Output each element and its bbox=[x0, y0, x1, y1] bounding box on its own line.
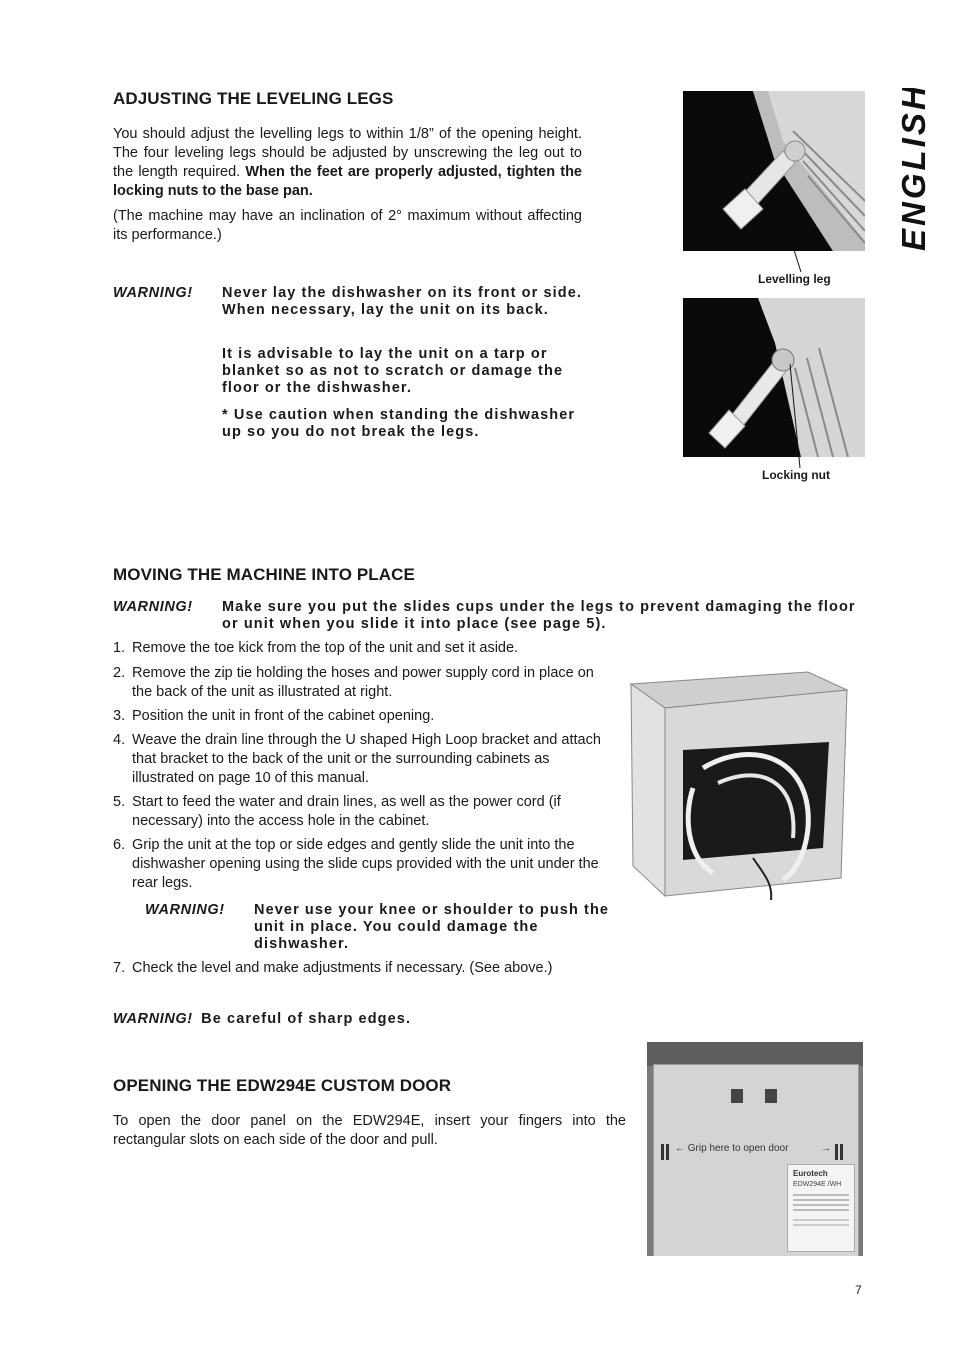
step-text: Position the unit in front of the cabinet opening. bbox=[132, 708, 435, 724]
grip-label bbox=[675, 1143, 788, 1154]
step-item bbox=[113, 664, 613, 702]
step-item bbox=[113, 731, 613, 788]
step-text: Weave the drain line through the U shaped High Loop bracket and attach that bracket to the back of the unit or the surrounding cabinets as illustrated on page 10 of this manual. bbox=[132, 732, 601, 786]
leveling-text-bold: When the feet are properly adjusted, tighten the locking nuts to the base pan. bbox=[113, 164, 582, 199]
page-number: 7 bbox=[855, 1283, 862, 1297]
brand-label: Eurotech bbox=[793, 1169, 828, 1178]
step-text: Check the level and make adjustments if necessary. (See above.) bbox=[132, 960, 553, 976]
step-number: 4. bbox=[113, 732, 126, 748]
dishwasher-back-photo bbox=[623, 668, 848, 908]
locking-nut-caption: Locking nut bbox=[762, 468, 830, 482]
grip-text: Grip here to open door bbox=[687, 1143, 789, 1154]
language-tab-label: ENGLISH bbox=[895, 88, 932, 251]
rating-label-sticker bbox=[787, 1164, 855, 1252]
locking-nut-illustration bbox=[683, 298, 865, 457]
warning-text: It is advisable to lay the unit on a tarp or blanket so as not to scratch or damage the floor or the dishwasher. bbox=[222, 346, 564, 396]
warning-text: * Use caution when standing the dishwasher up so you do not break the legs. bbox=[222, 407, 576, 440]
warning-text: Be careful of sharp edges. bbox=[201, 1011, 412, 1027]
arrow-left-icon: ← bbox=[675, 1143, 685, 1154]
language-tab-graphic bbox=[892, 88, 932, 253]
step-item bbox=[113, 836, 613, 893]
step-text: Remove the toe kick from the top of the unit and set it aside. bbox=[132, 640, 519, 656]
arrow-right-icon: → bbox=[821, 1143, 831, 1154]
step-item bbox=[113, 639, 613, 658]
step-number: 6. bbox=[113, 837, 126, 853]
levelling-leg-caption: Levelling leg bbox=[758, 272, 831, 286]
leveling-paragraph bbox=[113, 125, 582, 201]
warning-text: Never lay the dishwasher on its front or side. When necessary, lay the unit on its back. bbox=[222, 285, 583, 318]
door-paragraph: To open the door panel on the EDW294E, insert your fingers into the rectangular slots on each side of the door and pull. bbox=[113, 1113, 626, 1148]
step-number: 5. bbox=[113, 794, 126, 810]
caption-pointer-line bbox=[786, 364, 810, 470]
levelling-leg-photo bbox=[683, 91, 865, 251]
leveling-text: You should adjust the levelling legs to within 1/8” of the opening height. The four leveling legs should be adjusted by unscrewing the leg out to the length required. bbox=[113, 126, 582, 180]
warning-label: WARNING! bbox=[113, 599, 193, 615]
warning-label: WARNING! bbox=[145, 902, 225, 918]
step-text: Grip the unit at the top or side edges and gently slide the unit into the dishwasher opening using the slide cups provided with the unit under the rear legs. bbox=[132, 837, 599, 891]
step-number: 3. bbox=[113, 708, 126, 724]
section-heading-leveling: ADJUSTING THE LEVELING LEGS bbox=[113, 89, 394, 108]
locking-nut-photo bbox=[683, 298, 865, 457]
inclination-paragraph: (The machine may have an inclination of 2° maximum without affecting its performance.) bbox=[113, 208, 582, 243]
caption-pointer-line bbox=[790, 250, 810, 274]
step-text: Start to feed the water and drain lines, as well as the power cord (if necessary) into the access hole in the cabinet. bbox=[132, 794, 561, 829]
language-tab bbox=[892, 88, 932, 253]
step-text: Remove the zip tie holding the hoses and power supply cord in place on the back of the unit as illustrated at right. bbox=[132, 665, 594, 700]
warning-text: Never use your knee or shoulder to push the unit in place. You could damage the dishwasher. bbox=[254, 902, 610, 952]
door-slot-left bbox=[661, 1144, 664, 1160]
dishwasher-back-illustration bbox=[623, 668, 848, 908]
warning-label: WARNING! bbox=[113, 285, 193, 301]
sharp-edges-warning bbox=[113, 1010, 411, 1028]
step-item bbox=[113, 707, 613, 726]
levelling-leg-illustration bbox=[683, 91, 865, 251]
step-item bbox=[113, 959, 613, 978]
door-panel-photo bbox=[647, 1042, 863, 1256]
model-label: EDW294E /WH bbox=[793, 1181, 842, 1188]
step-item bbox=[113, 793, 613, 831]
warning-text: Make sure you put the slides cups under the legs to prevent damaging the floor or unit when you slide it into place (see page 5). bbox=[222, 599, 856, 632]
warning-label: WARNING! bbox=[113, 1011, 193, 1027]
section-heading-moving: MOVING THE MACHINE INTO PLACE bbox=[113, 565, 415, 584]
door-slot-right bbox=[835, 1144, 838, 1160]
step-number: 2. bbox=[113, 665, 126, 681]
step-number: 1. bbox=[113, 640, 126, 656]
section-heading-door: OPENING THE EDW294E CUSTOM DOOR bbox=[113, 1076, 452, 1095]
step-number: 7. bbox=[113, 960, 126, 976]
